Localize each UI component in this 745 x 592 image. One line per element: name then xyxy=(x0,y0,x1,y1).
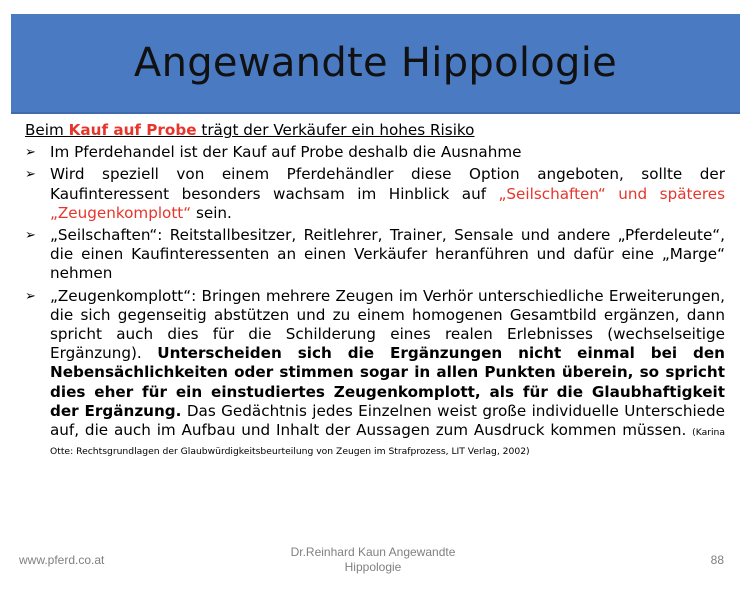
footer-author: Dr.Reinhard Kaun Angewandte Hippologie xyxy=(290,545,456,574)
bullet-4-part2: Das Gedächtnis jedes Einzelnen weist große individuelle Unterschiede auf, die auch im Aufbau und Inhalt der Aussagen zum Ausdruck kommen müssen. xyxy=(50,401,725,440)
citation: (Karina Otte: Rechtsgrundlagen der Glaubwürdigkeitsbeurteilung von Zeugen im Strafprozess, LIT Verlag, 2002) xyxy=(50,427,725,458)
bullet-item-1 xyxy=(25,143,725,162)
title-bar xyxy=(11,14,740,114)
intro-after: trägt der Verkäufer ein hohes Risiko xyxy=(196,121,475,139)
bullet-2-highlight: „Seilschaften“ und späteres „Zeugenkomplott“ xyxy=(50,184,725,222)
bullet-item-4 xyxy=(25,287,725,460)
intro-before: Beim xyxy=(25,121,69,139)
bullet-text-4 xyxy=(50,287,725,460)
bullet-4-part1: „Zeugenkomplott“: Bringen mehrere Zeugen im Verhör unterschiedliche Erweiterungen, die sich gegenseitig abstützen und zu einem homogenen Gesamtbild ergänzen, dann spricht auch dies für die Schilderung eines realen Erlebnisses (wechselseitige Ergänzung). xyxy=(50,286,725,363)
bullet-text-2 xyxy=(50,165,725,223)
bullet-text-1: Im Pferdehandel ist der Kauf auf Probe deshalb die Ausnahme xyxy=(50,143,522,162)
bullet-text-3: „Seilschaften“: Reitstallbesitzer, Reitlehrer, Trainer, Sensale und andere „Pferdeleute“, die einen Kaufinteressenten an einen Verkäufer heranführen und dafür eine „Marge“ nehmen xyxy=(50,226,725,283)
bullet-2-before: Wird speziell von einem Pferdehändler diese Option angeboten, sollte der Kaufinteressent besonders wachsam im Hinblick auf xyxy=(50,165,725,203)
intro-highlight: Kauf auf Probe xyxy=(68,121,197,139)
bullet-2-after: sein. xyxy=(191,203,232,222)
arrow-bullet-icon: ➢ xyxy=(25,288,36,304)
slide-content xyxy=(25,121,725,459)
page-number: 88 xyxy=(710,553,724,567)
arrow-bullet-icon: ➢ xyxy=(25,167,36,183)
arrow-bullet-icon: ➢ xyxy=(25,145,36,161)
bullet-4-bold: Unterscheiden sich die Ergänzungen nicht einmal bei den Nebensächlichkeiten oder stimmen sogar in allen Punkten überein, so spricht dies eher für ein einstudiertes Zeugenkomplott, als für die Glaubhaftigkeit der Ergänzung. xyxy=(50,344,725,420)
arrow-bullet-icon: ➢ xyxy=(25,228,36,244)
footer-website: www.pferd.co.at xyxy=(19,553,105,567)
intro-line xyxy=(25,121,725,140)
bullet-item-2 xyxy=(25,165,725,223)
slide-title: Angewandte Hippologie xyxy=(133,40,618,86)
bullet-item-3 xyxy=(25,226,725,284)
